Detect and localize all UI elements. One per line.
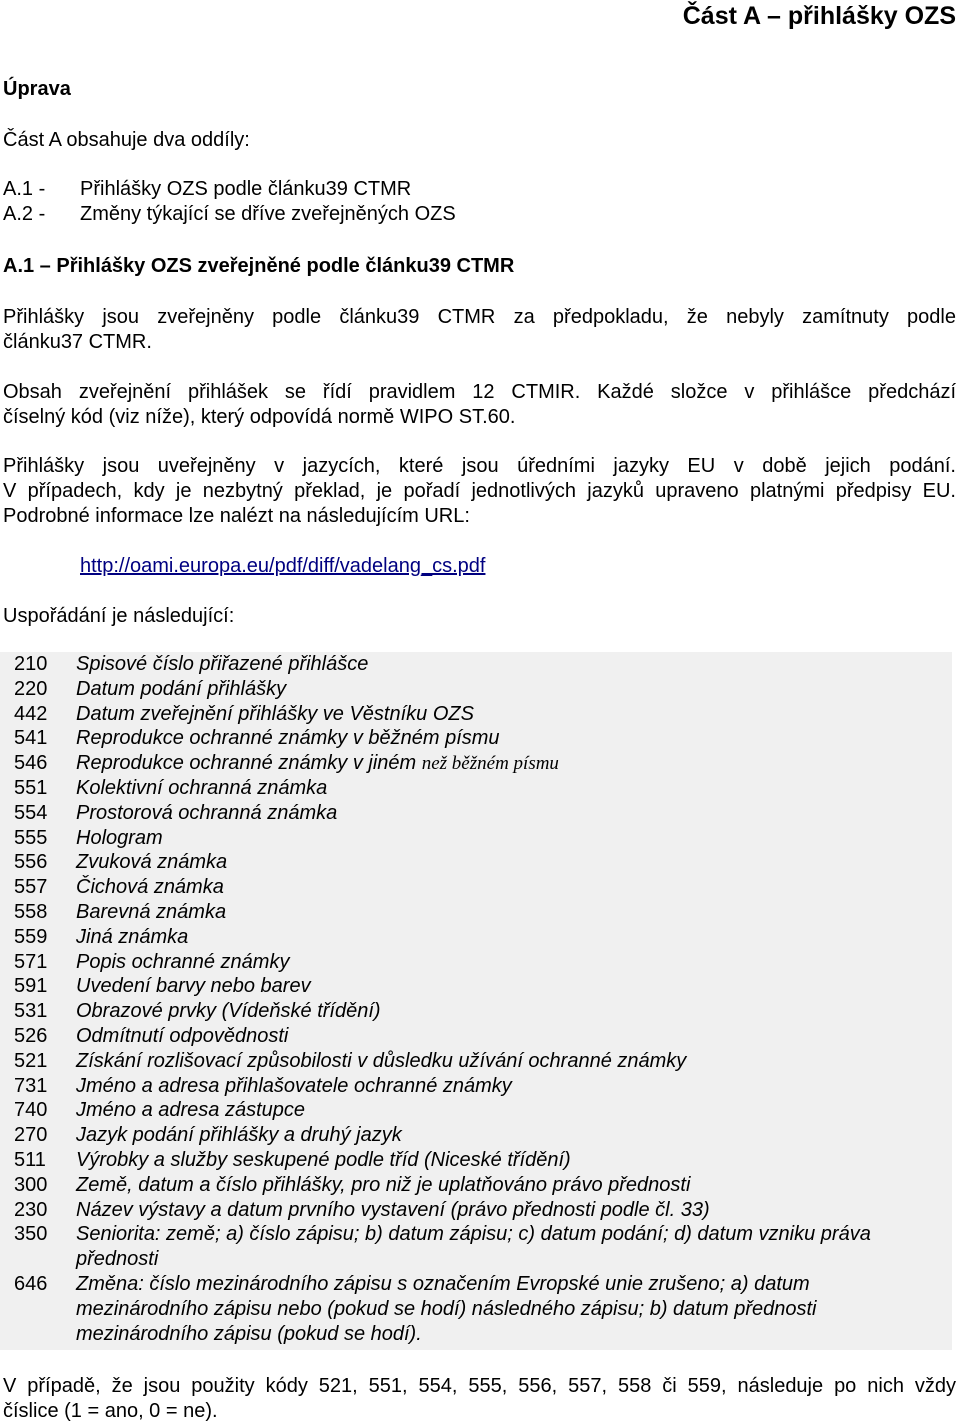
code-description: Zvuková známka bbox=[76, 851, 228, 874]
table-row bbox=[0, 1198, 952, 1223]
code-description: Změna: číslo mezinárodního zápisu s označením Evropské unie zrušeno; a) datum mezinárodního zápisu nebo (pokud se hodí) následného zápisu; b) datum přednosti mezinárodního zápisu (pokud se hodí). bbox=[76, 1273, 817, 1345]
code-description: Barevná známka bbox=[76, 901, 227, 923]
footer-note-line: číslice (1 = ano, 0 = ne). bbox=[3, 1400, 218, 1422]
code-description: Získání rozlišovací způsobilosti v důsledku užívání ochranné známky bbox=[76, 1049, 687, 1072]
paragraph-line: Podrobné informace lze nalézt na následujícím URL: bbox=[3, 505, 470, 527]
code-description: Uvedení barvy nebo barev bbox=[76, 975, 311, 998]
paragraph-line: Obsah zveřejnění přihlášek se řídí pravidlem 12 CTMIR. Každé složce v přihlášce předchází bbox=[3, 381, 956, 403]
code-number: 210 bbox=[14, 653, 48, 675]
code-description: Spisové číslo přiřazené přihlášce bbox=[76, 653, 369, 675]
paragraph-line: číselný kód (viz níže), který odpovídá normě WIPO ST.60. bbox=[3, 406, 516, 428]
table-row bbox=[0, 702, 952, 727]
table-row bbox=[0, 999, 952, 1024]
code-number: 740 bbox=[14, 1099, 48, 1122]
table-row bbox=[0, 1024, 952, 1049]
code-description: Seniorita: země; a) číslo zápisu; b) datum zápisu; c) datum podání; d) datum vzniku práva přednosti bbox=[76, 1223, 871, 1271]
paragraph-line: článku37 CTMR. bbox=[3, 331, 152, 353]
table-row bbox=[0, 652, 952, 677]
code-description: Popis ochranné známky bbox=[76, 950, 290, 973]
part-number: A.2 - bbox=[3, 203, 46, 225]
url-link[interactable]: http://oami.europa.eu/pdf/diff/vadelang_cs.pdf bbox=[80, 555, 486, 577]
section-heading: Úprava bbox=[3, 78, 71, 100]
code-description: Výrobky a služby seskupené podle tříd (Niceské třídění) bbox=[76, 1149, 571, 1171]
code-description: Jméno a adresa přihlašovatele ochranné známky bbox=[76, 1074, 512, 1097]
table-row bbox=[0, 950, 952, 975]
code-number: 551 bbox=[14, 777, 48, 799]
part-label: Změny týkající se dříve zveřejněných OZS bbox=[80, 203, 456, 225]
part-item bbox=[3, 203, 456, 226]
code-description: Reprodukce ochranné známky v běžném písmu bbox=[76, 727, 500, 750]
subsection-heading: A.1 – Přihlášky OZS zveřejněné podle článku39 CTMR bbox=[3, 255, 515, 277]
code-description-tail: než běžném písmu bbox=[421, 753, 559, 775]
code-description: Obrazové prvky (Vídeňské třídění) bbox=[76, 1000, 381, 1023]
table-row bbox=[0, 1148, 952, 1173]
code-number: 511 bbox=[14, 1149, 46, 1171]
code-description: Prostorová ochranná známka bbox=[76, 801, 338, 824]
code-number: 646 bbox=[14, 1273, 48, 1295]
part-label: Přihlášky OZS podle článku39 CTMR bbox=[80, 178, 412, 200]
code-number: 554 bbox=[14, 801, 48, 824]
table-row bbox=[0, 776, 952, 801]
table-row bbox=[0, 875, 952, 900]
code-description bbox=[76, 751, 559, 777]
paragraph-line: V případech, kdy je nezbytný překlad, je pořadí jednotlivých jazyků upraveno platnými předpisy EU. bbox=[3, 480, 956, 502]
table-row bbox=[0, 1098, 952, 1123]
code-number: 555 bbox=[14, 826, 48, 849]
code-number: 350 bbox=[14, 1223, 48, 1246]
code-number: 526 bbox=[14, 1025, 48, 1047]
code-number: 270 bbox=[14, 1124, 48, 1147]
table-row bbox=[0, 1173, 952, 1198]
table-row bbox=[0, 925, 952, 950]
code-description: Název výstavy a datum prvního vystavení (právo přednosti podle čl. 33) bbox=[76, 1198, 710, 1221]
table-row bbox=[0, 974, 952, 999]
table-row bbox=[0, 900, 952, 925]
footer-note-line: V případě, že jsou použity kódy 521, 551, 554, 555, 556, 557, 558 či 559, následuje po nich vždy bbox=[3, 1375, 956, 1397]
code-description: Datum zveřejnění přihlášky ve Věstníku OZS bbox=[76, 702, 474, 725]
code-number: 731 bbox=[14, 1074, 48, 1097]
table-row bbox=[0, 850, 952, 875]
table-row bbox=[0, 1049, 952, 1074]
code-description: Datum podání přihlášky bbox=[76, 677, 287, 700]
intro-text: Část A obsahuje dva oddíly: bbox=[3, 129, 250, 151]
code-number: 521 bbox=[14, 1049, 48, 1072]
code-number: 559 bbox=[14, 925, 48, 948]
paragraph-line: Přihlášky jsou zveřejněny podle článku39 CTMR za předpokladu, že nebyly zamítnuty podle bbox=[3, 306, 956, 328]
table-row bbox=[0, 751, 952, 776]
code-description: Kolektivní ochranná známka bbox=[76, 777, 328, 799]
code-description: Země, datum a číslo přihlášky, pro niž je uplatňováno právo přednosti bbox=[76, 1173, 691, 1196]
code-number: 220 bbox=[14, 677, 48, 700]
code-description: Hologram bbox=[76, 826, 163, 849]
code-description: Čichová známka bbox=[76, 876, 224, 899]
table-row bbox=[0, 677, 952, 702]
code-number: 230 bbox=[14, 1198, 48, 1221]
part-item bbox=[3, 178, 411, 201]
page-title: Část A – přihlášky OZS bbox=[682, 2, 956, 30]
table-row bbox=[0, 1074, 952, 1099]
part-number: A.1 - bbox=[3, 178, 46, 200]
code-number: 442 bbox=[14, 702, 48, 725]
table-row bbox=[0, 801, 952, 826]
arrangement-text: Uspořádání je následující: bbox=[3, 605, 235, 627]
codes-table bbox=[0, 652, 952, 1350]
code-number: 571 bbox=[14, 950, 48, 973]
code-description: Jméno a adresa zástupce bbox=[76, 1099, 306, 1122]
code-number: 557 bbox=[14, 876, 48, 899]
code-description: Jazyk podání přihlášky a druhý jazyk bbox=[76, 1124, 402, 1147]
table-row bbox=[0, 726, 952, 751]
code-number: 546 bbox=[14, 752, 48, 775]
code-description: Jiná známka bbox=[76, 925, 189, 948]
code-number: 558 bbox=[14, 901, 48, 923]
code-description-main: Reprodukce ochranné známky v jiném bbox=[76, 752, 417, 775]
code-number: 531 bbox=[14, 1000, 48, 1023]
paragraph-line: Přihlášky jsou uveřejněny v jazycích, které jsou úředními jazyky EU v době jejich podání. bbox=[3, 455, 956, 477]
code-number: 541 bbox=[14, 727, 48, 750]
table-row bbox=[0, 1123, 952, 1148]
code-number: 300 bbox=[14, 1173, 48, 1196]
code-description: Odmítnutí odpovědnosti bbox=[76, 1025, 289, 1047]
code-number: 591 bbox=[14, 975, 48, 998]
code-number: 556 bbox=[14, 851, 48, 874]
table-row bbox=[0, 826, 952, 851]
